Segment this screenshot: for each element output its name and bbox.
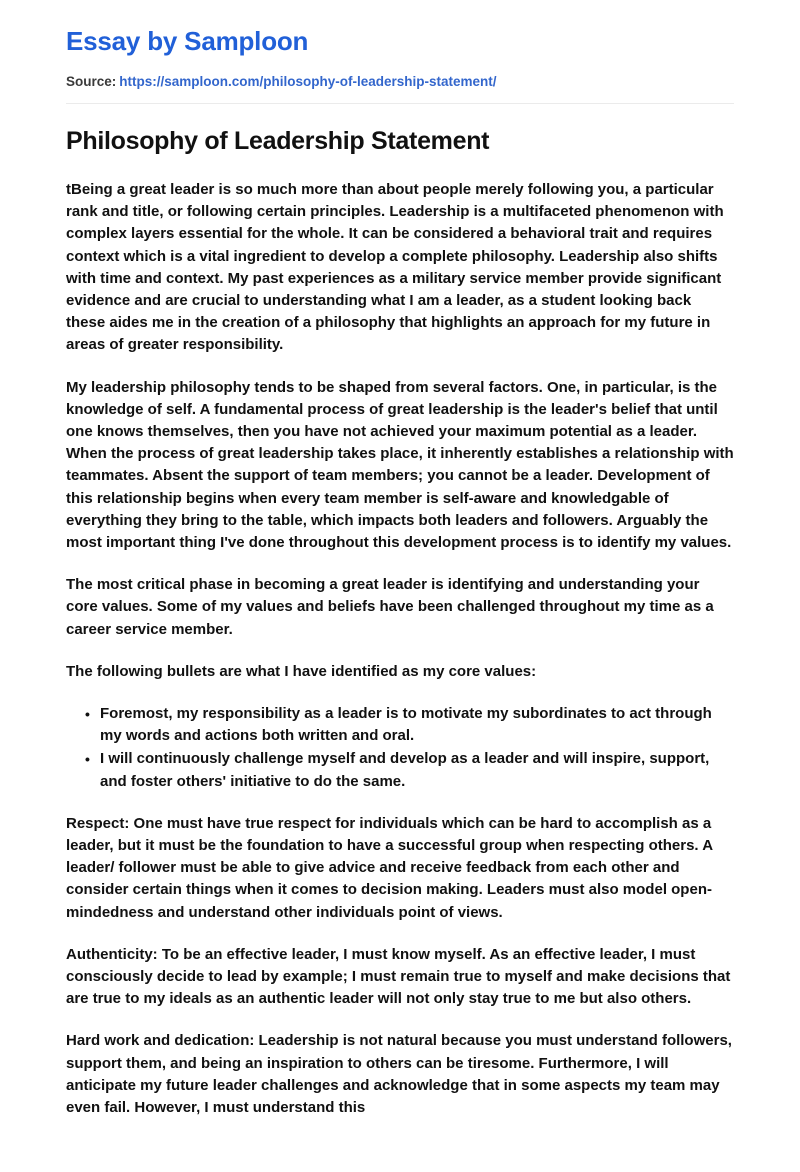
site-header xyxy=(0,0,800,91)
paragraph: Authenticity: To be an effective leader, I must know myself. As an effective leader, I must consciously decide to lead by example; I must remain true to myself and make decisions that are true to my ideals as an authentic leader will not only stay true to me but also others. xyxy=(66,945,731,1008)
paragraph: My leadership philosophy tends to be shaped from several factors. One, in particular, is the knowledge of self. A fundamental process of great leadership is the leader's belief that until one knows themselves, then you have not achieved your maximum potential as a leader. When the process of great leadership takes place, it inherently establishes a relationship with teammates. Absent the support of team members; you cannot be a leader. Development of this relationship begins when every team member is self-aware and knowledgable of everything they bring to the table, which impacts both leaders and followers. Arguably the most important thing I've done throughout this development process is to identify my values. xyxy=(66,378,734,552)
site-brand-title: Essay by Samploon xyxy=(66,26,309,56)
paragraph: Respect: One must have true respect for individuals which can be hard to accomplish as a leader, but it must be the foundation to have a successful group when respecting others. A leader/ follower must be able to give advice and receive feedback from each other and consider certain things when it comes to decision making. Leaders must also model open-mindedness and understand other individuals point of views. xyxy=(66,814,713,921)
article-body xyxy=(66,179,734,1119)
paragraph: tBeing a great leader is so much more than about people merely following you, a particular rank and title, or following certain principles. Leadership is a multifaceted phenomenon with complex layers essential for the whole. It can be considered a behavioral trait and requires context which is a vital ingredient to develop a complete philosophy. Leadership also shifts with time and context. My past experiences as a military service member provide significant evidence and are crucial to understanding what I am a leader, as a student looking back these aides me in the creation of a philosophy that highlights an approach for my future in areas of greater responsibility. xyxy=(66,180,724,354)
source-label: Source: xyxy=(66,74,117,90)
core-values-list xyxy=(66,703,734,793)
page-title: Philosophy of Leadership Statement xyxy=(66,126,490,155)
list-item: • Foremost, my responsibility as a leader is to motivate my subordinates to act through my words and actions both written and oral. xyxy=(100,703,734,747)
list-item: • I will continuously challenge myself and develop as a leader and will inspire, support, and foster others' initiative to do the same. xyxy=(100,748,734,792)
source-line xyxy=(66,73,734,91)
paragraph: The most critical phase in becoming a great leader is identifying and understanding your core values. Some of my values and beliefs have been challenged throughout my time as a career service member. xyxy=(66,576,714,638)
paragraph: The following bullets are what I have identified as my core values: xyxy=(66,662,537,680)
source-url-link[interactable]: https://samploon.com/philosophy-of-leadership-statement/ xyxy=(119,74,497,90)
article xyxy=(0,104,800,1120)
paragraph: Hard work and dedication: Leadership is not natural because you must understand followers, support them, and being an inspiration to others can be tiresome. Furthermore, I will anticipate my future leader challenges and acknowledge that in some aspects my team may even fail. However, I must understand this xyxy=(66,1032,732,1117)
